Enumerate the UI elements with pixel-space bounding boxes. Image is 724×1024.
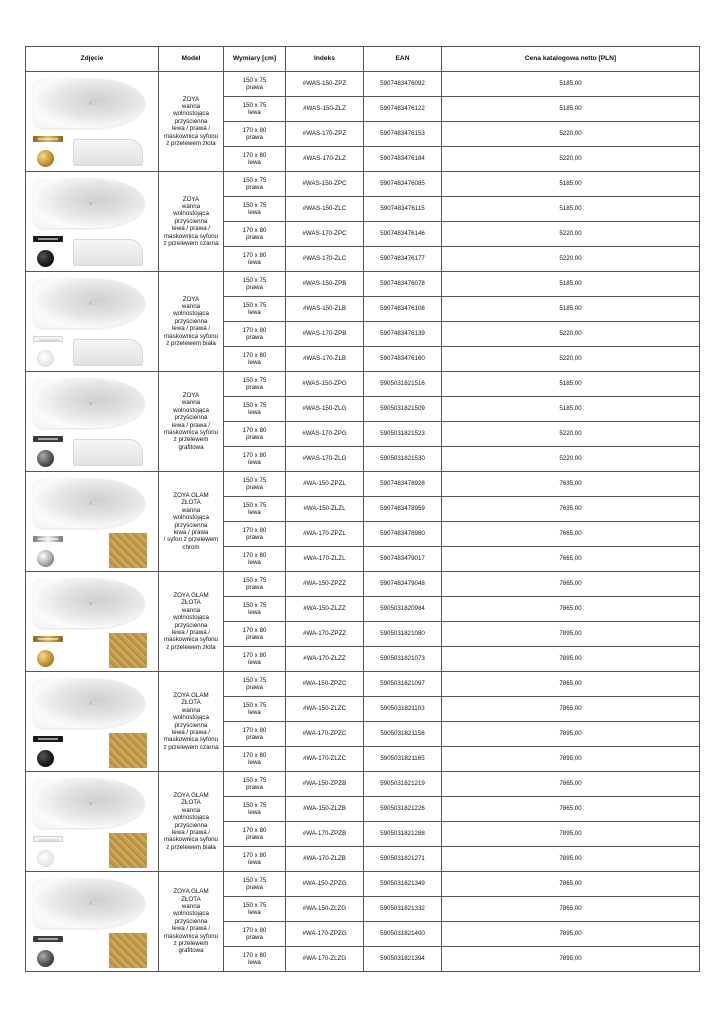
index-cell: #WAS-170-ZPZ xyxy=(286,122,364,147)
price-cell: 7865,00 xyxy=(442,697,700,722)
header-dimensions: Wymiary [cm] xyxy=(224,47,286,72)
dimension-cell: 170 x 80 lewa xyxy=(224,847,286,872)
table-row xyxy=(26,572,700,597)
ean-cell: 5907483476078 xyxy=(364,272,442,297)
ean-cell: 5905031821530 xyxy=(364,447,442,472)
price-cell: 7635,00 xyxy=(442,472,700,497)
bathtub-side-view xyxy=(73,139,143,166)
model-description: ZOYA GLAM ZŁOTA wanna wolnostojąca przyścienna lewa / prawa / syfon z przelewem chrom xyxy=(159,472,224,572)
overflow-cover xyxy=(33,236,63,242)
bathtub-image xyxy=(27,673,157,770)
ean-cell: 5907483476108 xyxy=(364,297,442,322)
price-cell: 7895,00 xyxy=(442,747,700,772)
ean-cell: 5907483479017 xyxy=(364,547,442,572)
index-cell: #WA-150-ZLZL xyxy=(286,497,364,522)
index-cell: #WA-170-ZPZB xyxy=(286,822,364,847)
dimension-cell: 150 x 75 lewa xyxy=(224,497,286,522)
table-row xyxy=(26,772,700,797)
bathtub-image xyxy=(27,173,157,270)
price-cell: 5185,00 xyxy=(442,97,700,122)
model-description: ZOYA GLAM ZŁOTA wanna wolnostojąca przyścienna lewa / prawa / maskownica syfonu z przelewem biała xyxy=(159,772,224,872)
ean-cell: 5907483476160 xyxy=(364,347,442,372)
table-row xyxy=(26,672,700,697)
price-cell: 7865,00 xyxy=(442,772,700,797)
index-cell: #WA-150-ZPZL xyxy=(286,472,364,497)
price-cell: 5220,00 xyxy=(442,147,700,172)
dimension-cell: 170 x 80 lewa xyxy=(224,947,286,972)
dimension-cell: 150 x 75 lewa xyxy=(224,397,286,422)
product-photo xyxy=(26,372,159,472)
ean-cell: 5907483476153 xyxy=(364,122,442,147)
ean-cell: 5907483476177 xyxy=(364,247,442,272)
bathtub-image xyxy=(27,73,157,170)
index-cell: #WAS-170-ZPB xyxy=(286,322,364,347)
drain-cap xyxy=(37,250,54,267)
dimension-cell: 150 x 75 lewa xyxy=(224,197,286,222)
bathtub-top-view xyxy=(33,878,145,928)
ean-cell: 5907483478928 xyxy=(364,472,442,497)
bathtub-image xyxy=(27,773,157,870)
ean-cell: 5905031821509 xyxy=(364,397,442,422)
bathtub-side-view xyxy=(73,239,143,266)
drain-cap xyxy=(37,450,54,467)
price-cell: 7895,00 xyxy=(442,922,700,947)
index-cell: #WAS-150-ZPC xyxy=(286,172,364,197)
bathtub-top-view xyxy=(33,778,145,828)
dimension-cell: 170 x 80 prawa xyxy=(224,322,286,347)
table-row xyxy=(26,72,700,97)
model-description: ZOYA GLAM ZŁOTA wanna wolnostojąca przyścienna lewa / prawa / maskownica syfonu z przelewem czarna xyxy=(159,672,224,772)
price-cell: 5185,00 xyxy=(442,197,700,222)
dimension-cell: 150 x 75 lewa xyxy=(224,297,286,322)
index-cell: #WA-170-ZPZG xyxy=(286,922,364,947)
dimension-cell: 170 x 80 lewa xyxy=(224,647,286,672)
overflow-cover xyxy=(33,736,63,742)
table-row xyxy=(26,472,700,497)
dimension-cell: 170 x 80 prawa xyxy=(224,622,286,647)
dimension-cell: 150 x 75 prawa xyxy=(224,372,286,397)
dimension-cell: 170 x 80 prawa xyxy=(224,822,286,847)
product-photo xyxy=(26,172,159,272)
ean-cell: 5907483476139 xyxy=(364,322,442,347)
bathtub-image xyxy=(27,273,157,370)
dimension-cell: 170 x 80 lewa xyxy=(224,347,286,372)
model-description: ZOYA GLAM ZŁOTA wanna wolnostojąca przyścienna lewa / prawa / maskownica syfonu z przelewem złota xyxy=(159,572,224,672)
bathtub-image xyxy=(27,473,157,570)
ean-cell: 5905031821271 xyxy=(364,847,442,872)
bathtub-top-view xyxy=(33,578,145,628)
header-price: Cena katalogowa netto [PLN] xyxy=(442,47,700,72)
dimension-cell: 150 x 75 prawa xyxy=(224,872,286,897)
index-cell: #WA-150-ZPZZ xyxy=(286,572,364,597)
header-photo: Zdjęcie xyxy=(26,47,159,72)
drain-cap xyxy=(37,150,54,167)
ean-cell: 5905031821103 xyxy=(364,697,442,722)
index-cell: #WA-150-ZPZG xyxy=(286,872,364,897)
dimension-cell: 170 x 80 lewa xyxy=(224,147,286,172)
gold-finish-swatch xyxy=(109,633,147,668)
drain-cap xyxy=(37,550,54,567)
price-cell: 5220,00 xyxy=(442,247,700,272)
index-cell: #WA-150-ZPZB xyxy=(286,772,364,797)
index-cell: #WA-170-ZLZB xyxy=(286,847,364,872)
dimension-cell: 170 x 80 prawa xyxy=(224,722,286,747)
index-cell: #WA-170-ZLZG xyxy=(286,947,364,972)
dimension-cell: 150 x 75 lewa xyxy=(224,797,286,822)
ean-cell: 5905031821226 xyxy=(364,797,442,822)
overflow-cover xyxy=(33,336,63,342)
header-index: Indeks xyxy=(286,47,364,72)
table-row xyxy=(26,272,700,297)
index-cell: #WAS-150-ZPZ xyxy=(286,72,364,97)
price-cell: 7895,00 xyxy=(442,847,700,872)
bathtub-top-view xyxy=(33,678,145,728)
dimension-cell: 150 x 75 prawa xyxy=(224,472,286,497)
price-cell: 5185,00 xyxy=(442,72,700,97)
dimension-cell: 170 x 80 prawa xyxy=(224,222,286,247)
dimension-cell: 150 x 75 prawa xyxy=(224,772,286,797)
header-model: Model xyxy=(159,47,224,72)
index-cell: #WAS-170-ZLC xyxy=(286,247,364,272)
dimension-cell: 150 x 75 prawa xyxy=(224,72,286,97)
price-cell: 5220,00 xyxy=(442,222,700,247)
index-cell: #WAS-150-ZLZ xyxy=(286,97,364,122)
dimension-cell: 150 x 75 prawa xyxy=(224,572,286,597)
gold-finish-swatch xyxy=(109,533,147,568)
bathtub-top-view xyxy=(33,178,145,228)
price-cell: 7665,00 xyxy=(442,547,700,572)
bathtub-top-view xyxy=(33,378,145,428)
index-cell: #WA-170-ZLZL xyxy=(286,547,364,572)
ean-cell: 5905031821097 xyxy=(364,672,442,697)
ean-cell: 5905031821288 xyxy=(364,822,442,847)
ean-cell: 5907483476184 xyxy=(364,147,442,172)
price-cell: 5220,00 xyxy=(442,347,700,372)
ean-cell: 5907483476092 xyxy=(364,72,442,97)
header-ean: EAN xyxy=(364,47,442,72)
ean-cell: 5907483476085 xyxy=(364,172,442,197)
index-cell: #WA-150-ZPZC xyxy=(286,672,364,697)
model-description: ZOYA wanna wolnostojąca przyścienna lewa / prawa / maskownica syfonu z przelewem złota xyxy=(159,72,224,172)
overflow-cover xyxy=(33,836,63,842)
model-description: ZOYA wanna wolnostojąca przyścienna lewa / prawa / maskownica syfonu z przelewem czarna xyxy=(159,172,224,272)
index-cell: #WA-170-ZPZZ xyxy=(286,622,364,647)
ean-cell: 5907483476115 xyxy=(364,197,442,222)
dimension-cell: 150 x 75 lewa xyxy=(224,697,286,722)
drain-cap xyxy=(37,350,54,367)
index-cell: #WAS-150-ZLC xyxy=(286,197,364,222)
drain-cap xyxy=(37,650,54,667)
dimension-cell: 170 x 80 lewa xyxy=(224,747,286,772)
index-cell: #WA-150-ZLZZ xyxy=(286,597,364,622)
price-cell: 7895,00 xyxy=(442,647,700,672)
ean-cell: 5905031821349 xyxy=(364,872,442,897)
index-cell: #WAS-170-ZPG xyxy=(286,422,364,447)
ean-cell: 5905031821394 xyxy=(364,947,442,972)
header-row xyxy=(26,47,700,72)
product-photo xyxy=(26,872,159,972)
table-row xyxy=(26,372,700,397)
table-body xyxy=(26,72,700,972)
overflow-cover xyxy=(33,936,63,942)
ean-cell: 5907483478980 xyxy=(364,522,442,547)
ean-cell: 5905031821400 xyxy=(364,922,442,947)
ean-cell: 5905031820984 xyxy=(364,597,442,622)
dimension-cell: 170 x 80 lewa xyxy=(224,447,286,472)
price-cell: 7665,00 xyxy=(442,522,700,547)
price-cell: 7895,00 xyxy=(442,947,700,972)
index-cell: #WA-170-ZPZC xyxy=(286,722,364,747)
dimension-cell: 170 x 80 prawa xyxy=(224,422,286,447)
gold-finish-swatch xyxy=(109,833,147,868)
product-photo xyxy=(26,272,159,372)
product-photo xyxy=(26,672,159,772)
ean-cell: 5907483479048 xyxy=(364,572,442,597)
index-cell: #WAS-170-ZLG xyxy=(286,447,364,472)
price-cell: 7635,00 xyxy=(442,497,700,522)
dimension-cell: 150 x 75 lewa xyxy=(224,597,286,622)
gold-finish-swatch xyxy=(109,933,147,968)
model-description: ZOYA wanna wolnostojąca przyścienna lewa / prawa / maskownica syfonu z przelewem grafitowa xyxy=(159,372,224,472)
drain-cap xyxy=(37,850,54,867)
ean-cell: 5905031821516 xyxy=(364,372,442,397)
price-cell: 5220,00 xyxy=(442,447,700,472)
product-photo xyxy=(26,72,159,172)
dimension-cell: 150 x 75 prawa xyxy=(224,272,286,297)
overflow-cover xyxy=(33,536,63,542)
bathtub-image xyxy=(27,873,157,970)
index-cell: #WAS-170-ZPC xyxy=(286,222,364,247)
price-cell: 5220,00 xyxy=(442,422,700,447)
ean-cell: 5907483476146 xyxy=(364,222,442,247)
index-cell: #WAS-150-ZPG xyxy=(286,372,364,397)
ean-cell: 5905031821165 xyxy=(364,747,442,772)
drain-cap xyxy=(37,750,54,767)
model-description: ZOYA wanna wolnostojąca przyścienna lewa / prawa / maskownica syfonu z przelewem biała xyxy=(159,272,224,372)
price-cell: 5185,00 xyxy=(442,372,700,397)
price-cell: 7865,00 xyxy=(442,797,700,822)
ean-cell: 5907483478959 xyxy=(364,497,442,522)
ean-cell: 5905031821332 xyxy=(364,897,442,922)
price-list-table xyxy=(25,46,700,972)
index-cell: #WA-150-ZLZB xyxy=(286,797,364,822)
table-row xyxy=(26,172,700,197)
bathtub-top-view xyxy=(33,278,145,328)
product-photo xyxy=(26,772,159,872)
price-cell: 7895,00 xyxy=(442,622,700,647)
price-cell: 7865,00 xyxy=(442,572,700,597)
drain-cap xyxy=(37,950,54,967)
index-cell: #WA-150-ZLZG xyxy=(286,897,364,922)
index-cell: #WA-150-ZLZC xyxy=(286,697,364,722)
ean-cell: 5905031821073 xyxy=(364,647,442,672)
overflow-cover xyxy=(33,436,63,442)
price-cell: 7865,00 xyxy=(442,897,700,922)
overflow-cover xyxy=(33,636,63,642)
index-cell: #WAS-170-ZLB xyxy=(286,347,364,372)
index-cell: #WA-170-ZPZL xyxy=(286,522,364,547)
price-cell: 5185,00 xyxy=(442,297,700,322)
table-row xyxy=(26,872,700,897)
bathtub-image xyxy=(27,573,157,670)
bathtub-image xyxy=(27,373,157,470)
bathtub-top-view xyxy=(33,478,145,528)
price-cell: 7865,00 xyxy=(442,672,700,697)
index-cell: #WAS-150-ZLB xyxy=(286,297,364,322)
gold-finish-swatch xyxy=(109,733,147,768)
bathtub-side-view xyxy=(73,439,143,466)
dimension-cell: 150 x 75 lewa xyxy=(224,897,286,922)
index-cell: #WA-170-ZLZC xyxy=(286,747,364,772)
price-cell: 7865,00 xyxy=(442,597,700,622)
dimension-cell: 150 x 75 prawa xyxy=(224,672,286,697)
index-cell: #WA-170-ZLZZ xyxy=(286,647,364,672)
price-cell: 5185,00 xyxy=(442,397,700,422)
ean-cell: 5905031821080 xyxy=(364,622,442,647)
price-cell: 5185,00 xyxy=(442,172,700,197)
index-cell: #WAS-150-ZPB xyxy=(286,272,364,297)
ean-cell: 5905031821219 xyxy=(364,772,442,797)
ean-cell: 5907483476122 xyxy=(364,97,442,122)
dimension-cell: 170 x 80 prawa xyxy=(224,122,286,147)
bathtub-top-view xyxy=(33,78,145,128)
bathtub-side-view xyxy=(73,339,143,366)
overflow-cover xyxy=(33,136,63,142)
product-photo xyxy=(26,472,159,572)
price-cell: 5220,00 xyxy=(442,122,700,147)
price-cell: 7865,00 xyxy=(442,872,700,897)
dimension-cell: 170 x 80 prawa xyxy=(224,522,286,547)
dimension-cell: 150 x 75 lewa xyxy=(224,97,286,122)
index-cell: #WAS-150-ZLG xyxy=(286,397,364,422)
dimension-cell: 170 x 80 lewa xyxy=(224,247,286,272)
price-cell: 5220,00 xyxy=(442,322,700,347)
price-cell: 7895,00 xyxy=(442,722,700,747)
ean-cell: 5905031821523 xyxy=(364,422,442,447)
index-cell: #WAS-170-ZLZ xyxy=(286,147,364,172)
product-photo xyxy=(26,572,159,672)
dimension-cell: 170 x 80 lewa xyxy=(224,547,286,572)
dimension-cell: 170 x 80 prawa xyxy=(224,922,286,947)
price-cell: 7895,00 xyxy=(442,822,700,847)
ean-cell: 5905031821158 xyxy=(364,722,442,747)
price-cell: 5185,00 xyxy=(442,272,700,297)
dimension-cell: 150 x 75 prawa xyxy=(224,172,286,197)
model-description: ZOYA GLAM ZŁOTA wanna wolnostojąca przyścienna lewa / prawa / maskownica syfonu z przelewem grafitowa xyxy=(159,872,224,972)
